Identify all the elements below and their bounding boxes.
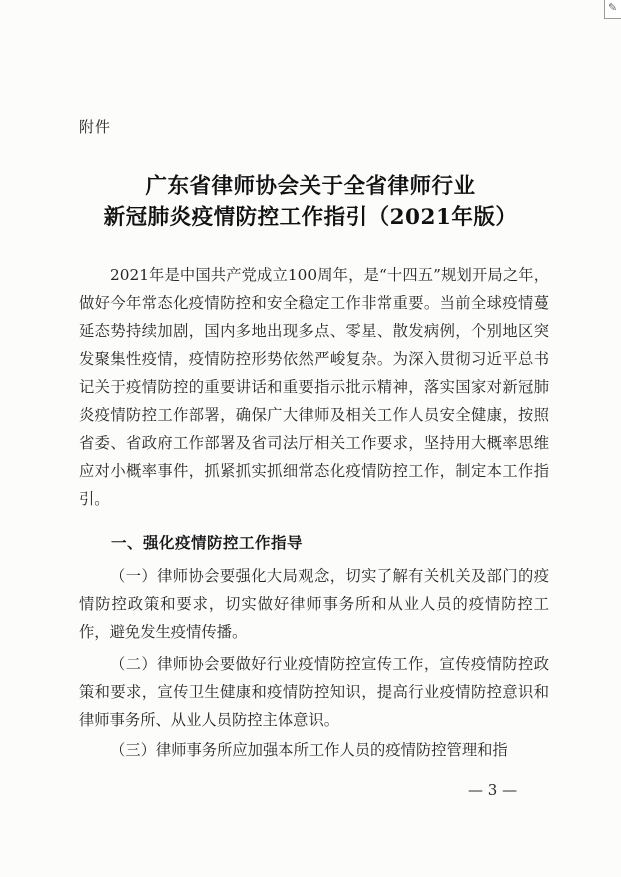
list-item-1: （一）律师协会要强化大局观念，切实了解有关机关及部门的疫情防控政策和要求，切实做好律师事务所和从业人员的疫情防控工作，避免发生疫情传播。	[79, 567, 549, 641]
intro-paragraph: 2021年是中国共产党成立100周年，是“十四五”规划开局之年，做好今年常态化疫情防控和安全稳定工作非常重要。当前全球疫情蔓延态势持续加剧，国内多地出现多点、零星、散发病例，个别地区突发聚集性疫情，疫情防控形势依然严峻复杂。为深入贯彻习近平总书记关于疫情防控的重要讲话和重要指示批示精神，落实国家对新冠肺炎疫情防控工作部署，确保广大律师及相关工作人员安全健康，按照省委、省政府工作部署及省司法厅相关工作要求，坚持用大概率思维应对小概率事件，抓紧抓实抓细常态化疫情防控工作，制定本工作指引。	[79, 266, 549, 508]
document-title-line-1: 广东省律师协会关于全省律师行业	[145, 174, 476, 199]
section-heading: 一、强化疫情防控工作指导	[111, 534, 304, 552]
edit-icon: ✎	[608, 1, 618, 14]
attachment-label: 附件	[79, 118, 112, 136]
page-corner-mark	[604, 0, 621, 19]
list-item-2: （二）律师协会要做好行业疫情防控宣传工作，宣传疫情防控政策和要求，宣传卫生健康和疫情防控知识，提高行业疫情防控意识和律师事务所、从业人员防控主体意识。	[79, 655, 549, 729]
page-number: — 3 —	[468, 781, 518, 799]
list-item-3: （三）律师事务所应加强本所工作人员的疫情防控管理和指	[110, 741, 508, 759]
document-title-line-2: 新冠肺炎疫情防控工作指引（2021年版）	[103, 205, 518, 230]
